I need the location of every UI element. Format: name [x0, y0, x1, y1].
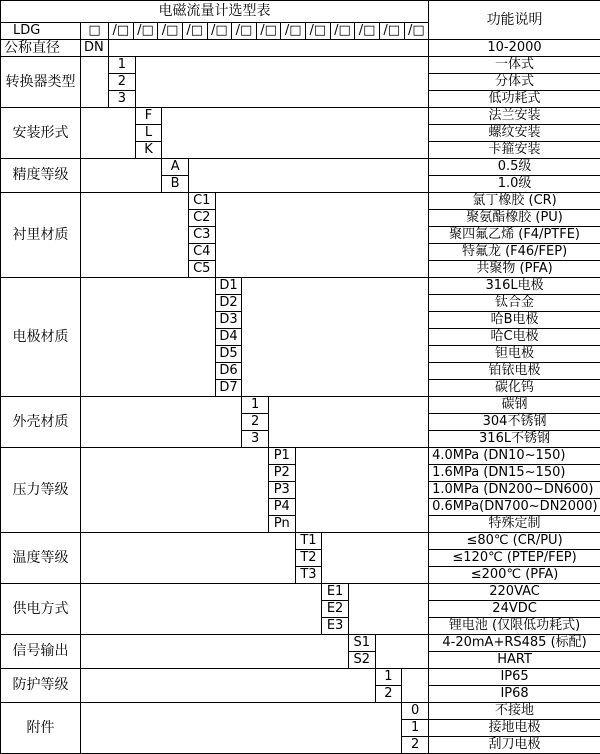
code-cell: C1	[188, 193, 215, 210]
code-cell: 1	[402, 720, 429, 737]
code-cell: Pn	[268, 516, 295, 533]
code-cell: D2	[215, 295, 242, 312]
function-cell: 特氟龙 (F46/FEP)	[429, 244, 600, 261]
function-cell: 0.5级	[429, 159, 600, 176]
code-cell: D3	[215, 312, 242, 329]
function-cell: 304不锈钢	[429, 414, 600, 431]
function-cell: 氯丁橡胶 (CR)	[429, 193, 600, 210]
code-cell: T3	[295, 567, 322, 584]
function-cell: 316L电极	[429, 278, 600, 295]
function-cell: ≤200℃ (PFA)	[429, 567, 600, 584]
function-cell: 特殊定制	[429, 516, 600, 533]
spacer-cell	[81, 278, 216, 397]
model-slot-box: /□	[305, 23, 330, 39]
function-cell: 刮刀电极	[429, 737, 600, 754]
spacer-cell	[348, 584, 428, 635]
code-cell: A	[162, 159, 189, 176]
code-cell: 2	[242, 414, 269, 431]
category-label: 安装形式	[1, 108, 81, 159]
code-cell: 2	[375, 686, 402, 703]
spacer-cell	[81, 159, 162, 193]
category-label: 压力等级	[1, 448, 81, 533]
code-cell: D7	[215, 380, 242, 397]
code-cell: D6	[215, 363, 242, 380]
model-slot-box: /□	[112, 23, 130, 39]
code-cell: F	[135, 108, 162, 125]
function-cell: 哈B电极	[429, 312, 600, 329]
function-cell: 螺纹安装	[429, 125, 600, 142]
code-cell: 1	[375, 669, 402, 686]
code-cell: D5	[215, 346, 242, 363]
function-cell: 哈C电极	[429, 329, 600, 346]
function-cell: 1.0级	[429, 176, 600, 193]
code-cell: B	[162, 176, 189, 193]
function-cell: 4-20mA+RS485 (标配)	[429, 635, 600, 652]
function-cell: 共聚物 (PFA)	[429, 261, 600, 278]
spacer-cell	[135, 57, 428, 108]
function-cell: 聚四氟乙烯 (F4/PTFE)	[429, 227, 600, 244]
code-cell: K	[135, 142, 162, 159]
model-slot-box: /□	[157, 23, 182, 39]
function-cell: 铂铱电极	[429, 363, 600, 380]
spacer-cell	[81, 635, 349, 669]
function-cell: 钛合金	[429, 295, 600, 312]
function-cell: 不接地	[429, 703, 600, 720]
category-label: 电极材质	[1, 278, 81, 397]
code-cell: T2	[295, 550, 322, 567]
spacer-cell	[81, 533, 296, 584]
spacer-cell	[402, 669, 429, 703]
category-label: 信号输出	[1, 635, 81, 669]
function-cell: 锂电池 (仅限低功耗式)	[429, 618, 600, 635]
code-cell: L	[135, 125, 162, 142]
function-cell: 聚氨酯橡胶 (PU)	[429, 210, 600, 227]
model-slot-box: /□	[231, 23, 256, 39]
code-cell: DN	[81, 40, 109, 57]
model-slot-box: /□	[354, 23, 379, 39]
model-slot-box: /□	[330, 23, 355, 39]
code-cell: 2	[109, 74, 136, 91]
category-label: 附件	[1, 703, 81, 754]
spacer-cell	[322, 533, 429, 584]
category-label: 供电方式	[1, 584, 81, 635]
spacer-cell	[81, 703, 402, 754]
function-cell: 1.0MPa (DN200~DN600)	[429, 482, 600, 499]
category-label: 温度等级	[1, 533, 81, 584]
function-cell: 10-2000	[429, 40, 600, 57]
category-label: 外壳材质	[1, 397, 81, 448]
model-slots-cell	[109, 23, 429, 40]
spacer-cell	[81, 397, 242, 448]
code-cell: 3	[109, 91, 136, 108]
code-cell: 0	[402, 703, 429, 720]
function-cell: IP65	[429, 669, 600, 686]
category-label: 衬里材质	[1, 193, 81, 278]
spacer-cell	[81, 57, 109, 108]
spacer-cell	[81, 584, 322, 635]
function-cell: 0.6MPa(DN700~DN2000)	[429, 499, 600, 516]
spacer-cell	[295, 448, 428, 533]
function-cell: 接地电极	[429, 720, 600, 737]
spacer-cell	[81, 669, 376, 703]
code-cell: 3	[242, 431, 269, 448]
code-cell: S1	[348, 635, 375, 652]
code-cell: E1	[322, 584, 349, 601]
spacer-cell	[81, 448, 269, 533]
function-cell: 一体式	[429, 57, 600, 74]
code-cell: T1	[295, 533, 322, 550]
function-cell: 卡箍安装	[429, 142, 600, 159]
code-cell: E3	[322, 618, 349, 635]
function-cell: 1.6MPa (DN15~150)	[429, 465, 600, 482]
function-cell: ≤120℃ (PTEP/FEP)	[429, 550, 600, 567]
function-cell: 分体式	[429, 74, 600, 91]
code-cell: 1	[109, 57, 136, 74]
code-cell: P4	[268, 499, 295, 516]
function-cell: 4.0MPa (DN10~150)	[429, 448, 600, 465]
model-slot-box: /□	[280, 23, 305, 39]
code-cell: C3	[188, 227, 215, 244]
function-cell: ≤80℃ (CR/PU)	[429, 533, 600, 550]
code-cell: P3	[268, 482, 295, 499]
category-label: 公称直径	[1, 40, 81, 57]
model-slot-box: /□	[256, 23, 281, 39]
code-cell: C2	[188, 210, 215, 227]
code-cell: 1	[242, 397, 269, 414]
model-code-prefix: LDG	[1, 23, 81, 40]
function-cell: 碳化钨	[429, 380, 600, 397]
function-cell: 220VAC	[429, 584, 600, 601]
table-title: 电磁流量计选型表	[1, 1, 429, 23]
category-label: 精度等级	[1, 159, 81, 193]
spacer-cell	[375, 635, 429, 669]
code-cell: C5	[188, 261, 215, 278]
function-cell: 钽电极	[429, 346, 600, 363]
code-cell: D1	[215, 278, 242, 295]
code-cell: E2	[322, 601, 349, 618]
category-label: 转换器类型	[1, 57, 81, 108]
model-slot-box: /□	[379, 23, 404, 39]
code-cell: P1	[268, 448, 295, 465]
category-label: 防护等级	[1, 669, 81, 703]
model-slot-box: /□	[182, 23, 207, 39]
model-dn-box: □	[81, 23, 109, 40]
function-header: 功能说明	[429, 1, 600, 40]
spacer-cell	[188, 159, 428, 193]
code-cell: S2	[348, 652, 375, 669]
code-cell: C4	[188, 244, 215, 261]
spacer-cell	[268, 397, 428, 448]
model-slot-box: /□	[207, 23, 232, 39]
model-slot-box: /□	[404, 23, 429, 39]
spacer-cell	[109, 40, 429, 57]
function-cell: HART	[429, 652, 600, 669]
function-cell: IP68	[429, 686, 600, 703]
function-cell: 24VDC	[429, 601, 600, 618]
spacer-cell	[162, 108, 429, 159]
function-cell: 低功耗式	[429, 91, 600, 108]
spacer-cell	[81, 108, 136, 159]
function-cell: 碳钢	[429, 397, 600, 414]
code-cell: D4	[215, 329, 242, 346]
code-cell: 2	[402, 737, 429, 754]
function-cell: 316L不锈钢	[429, 431, 600, 448]
model-slot-boxes	[109, 23, 428, 39]
model-slot-box: /□	[133, 23, 158, 39]
spacer-cell	[242, 278, 429, 397]
spacer-cell	[215, 193, 428, 278]
function-cell: 法兰安装	[429, 108, 600, 125]
spacer-cell	[81, 193, 189, 278]
code-cell: P2	[268, 465, 295, 482]
